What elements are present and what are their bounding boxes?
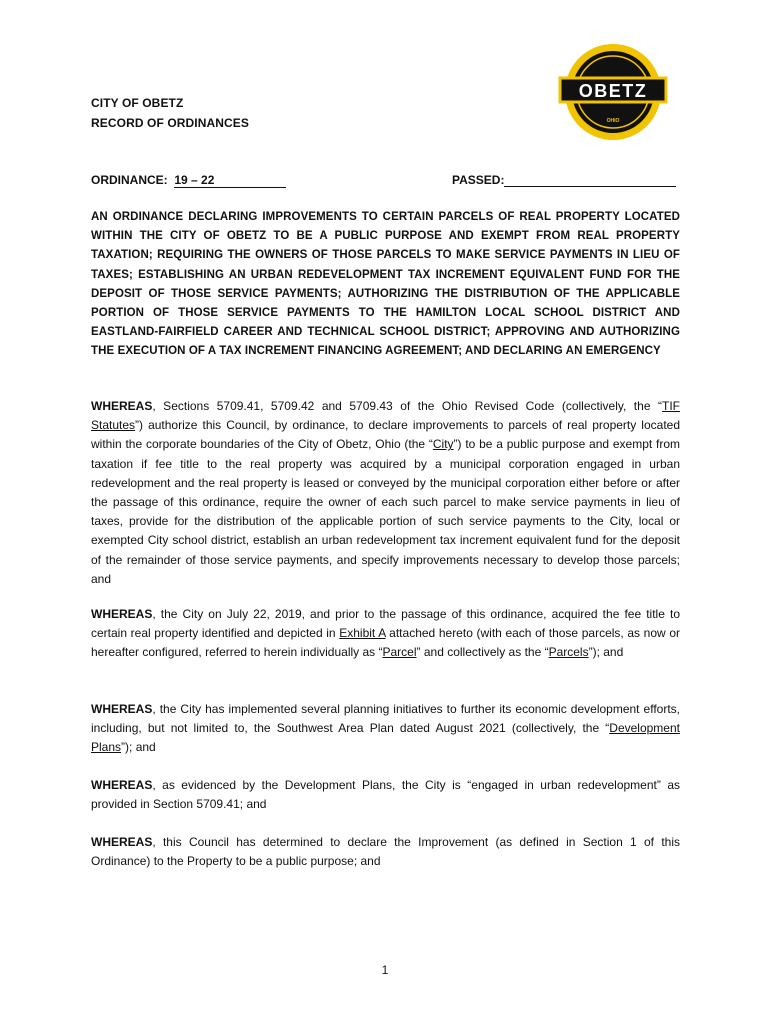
text: , this Council has determined to declare the Improvement (as defined in Section 1 of this Ordinance) to the Property to be a public purpose; and: [91, 835, 680, 869]
ordinance-line: [91, 173, 286, 188]
logo-text: OBETZ: [578, 81, 648, 101]
passed-blank: [504, 173, 676, 187]
whereas-paragraph-5: [91, 833, 680, 871]
obetz-logo: [558, 42, 668, 142]
defined-term-tif: TIF Statutes: [91, 399, 680, 433]
text: attached hereto (with each of those parcels, as now or hereafter configured, referred to herein individually as “: [91, 626, 680, 660]
header-city: CITY OF OBETZ: [91, 96, 184, 110]
whereas-paragraph-3: [91, 700, 680, 758]
page-number: 1: [381, 963, 389, 977]
text: , the City on July 22, 2019, and prior to the passage of this ordinance, acquired the fee title to certain real property identified and depicted in: [91, 607, 680, 641]
defined-term-city: City: [432, 437, 454, 452]
ordinance-number: 19 – 22: [174, 174, 286, 188]
whereas-keyword: WHEREAS: [91, 399, 153, 413]
logo-tagline: OHIO: [606, 118, 620, 124]
whereas-paragraph-2: [91, 605, 680, 663]
whereas-keyword: WHEREAS: [91, 778, 153, 792]
ordinance-label: ORDINANCE:: [91, 173, 168, 187]
defined-term-development-plans: Development Plans: [91, 721, 680, 755]
passed-line: [452, 173, 676, 187]
ordinance-title: AN ORDINANCE DECLARING IMPROVEMENTS TO CERTAIN PARCELS OF REAL PROPERTY LOCATED WITHIN THE CITY OF OBETZ TO BE A PUBLIC PURPOSE AND EXEMPT FROM REAL PROPERTY TAXATION; REQUIRING THE OWNERS OF THOSE PARCELS TO MAKE SERVICE PAYMENTS IN LIEU OF TAXES; ESTABLISHING AN URBAN REDEVELOPMENT TAX INCREMENT EQUIVALENT FUND FOR THE DEPOSIT OF THOSE SERVICE PAYMENTS; AUTHORIZING THE DISTRIBUTION OF THE APPLICABLE PORTION OF THOSE SERVICE PAYMENTS TO THE HAMILTON LOCAL SCHOOL DISTRICT AND EASTLAND-FAIRFIELD CAREER AND TECHNICAL SCHOOL DISTRICT; APPROVING AND AUTHORIZING THE EXECUTION OF A TAX INCREMENT FINANCING AGREEMENT; AND DECLARING AN EMERGENCY: [91, 211, 680, 358]
whereas-paragraph-1: [91, 397, 680, 589]
text: , as evidenced by the Development Plans, the City is “engaged in urban redevelopment” as provided in Section 5709.41; and: [91, 778, 680, 812]
text: ”) to be a public purpose and exempt from taxation if fee title to the real property was acquired by a municipal corporation engaged in urban redevelopment and the real property is leased or conveyed by the municipal corporation either before or after the passage of this ordinance, require the owner of each such parcel to make service payments in lieu of taxes, provide for the distribution of the applicable portion of such service payments to the City, local or exempted City school district, establish an urban redevelopment tax increment equivalent fund for the deposit of the remainder of those service payments, and specify improvements necessary to develop those parcels; and: [91, 437, 680, 586]
text: ”); and: [588, 645, 624, 660]
text: ”) authorize this Council, by ordinance, to declare improvements to parcels of real property located within the corporate boundaries of the City of Obetz, Ohio (the “: [91, 418, 680, 452]
text: ” and collectively as the “: [416, 645, 549, 660]
text: , the City has implemented several planning initiatives to further its economic development efforts, including, but not limited to, the Southwest Area Plan dated August 2021 (collectively, the “: [91, 702, 680, 736]
text: , Sections 5709.41, 5709.42 and 5709.43 of the Ohio Revised Code (collectively, the “: [152, 399, 662, 413]
header-record: RECORD OF ORDINANCES: [91, 116, 250, 130]
whereas-keyword: WHEREAS: [91, 607, 153, 621]
defined-term-parcels: Parcels: [548, 645, 589, 660]
whereas-paragraph-4: [91, 776, 680, 814]
passed-label: PASSED:: [452, 173, 505, 187]
defined-term-parcel: Parcel: [382, 645, 417, 660]
exhibit-reference: Exhibit A: [339, 626, 386, 641]
whereas-keyword: WHEREAS: [91, 702, 153, 716]
whereas-keyword: WHEREAS: [91, 835, 153, 849]
text: ”); and: [121, 740, 156, 755]
